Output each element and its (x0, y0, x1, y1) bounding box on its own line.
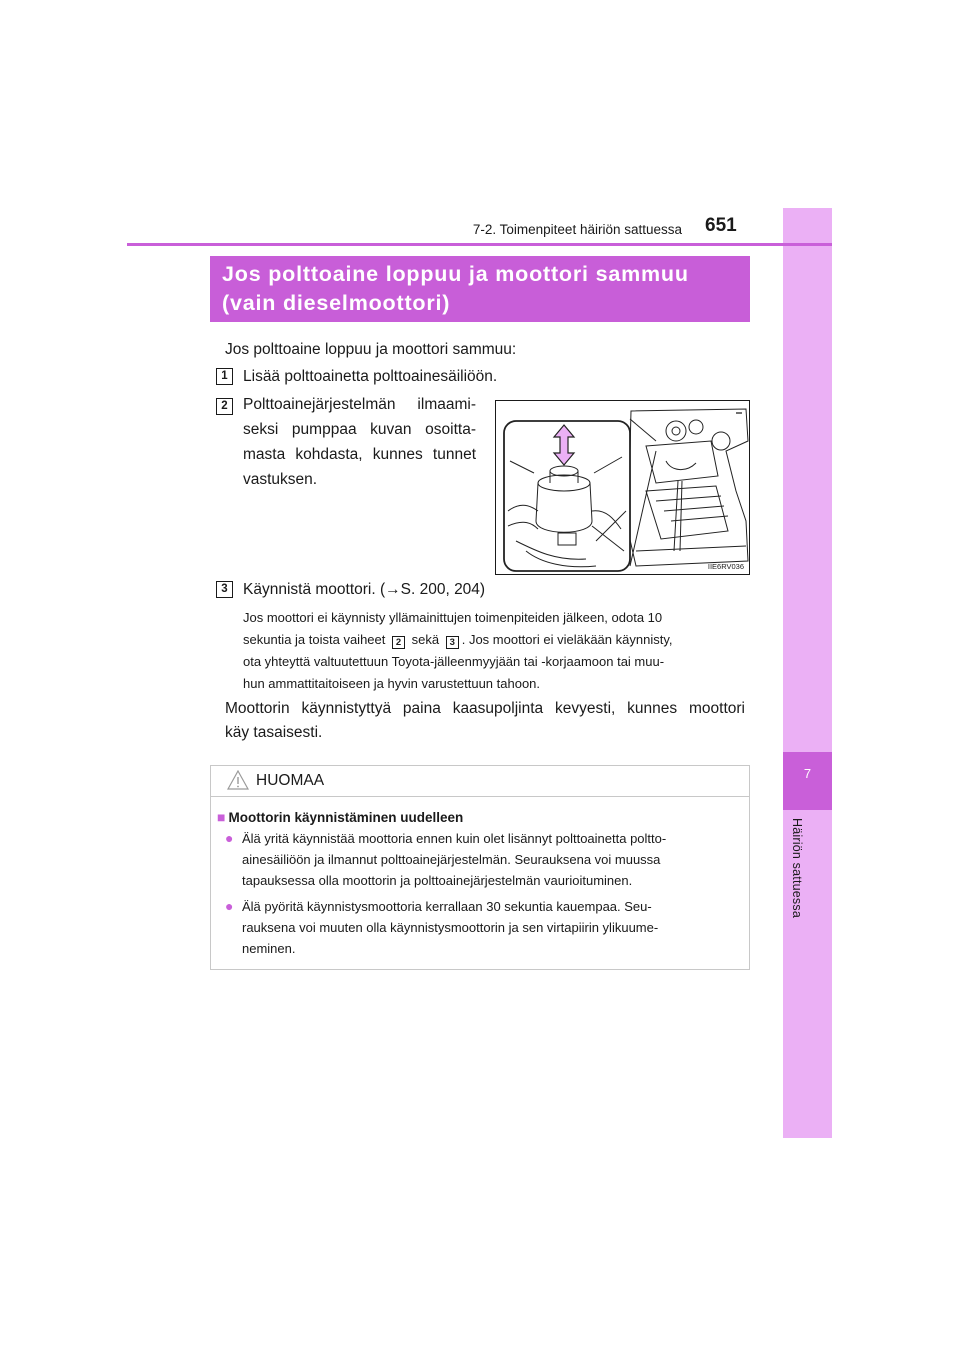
chapter-label: Häiriön sattuessa (790, 818, 804, 918)
caution-subtitle (217, 809, 463, 825)
caution-bullet-line: Älä yritä käynnistää moottoria ennen kuin olet lisännyt polttoainetta poltto- (242, 831, 667, 846)
note-line-1: Jos moottori ei käynnisty yllämainittujen toimenpiteiden jälkeen, odota 10 (243, 610, 663, 625)
caution-title: HUOMAA (256, 772, 325, 789)
note-line-3: ota yhteyttä valtuutettuun Toyota-jälleenmyyjään tai -korjaamoon tai muu- (243, 654, 665, 669)
caution-bullet-line: neminen. (242, 941, 296, 956)
caution-bullet-line: Älä pyöritä käynnistysmoottoria kerrallaan 30 sekuntia kauempaa. Seu- (242, 899, 652, 914)
step-2-line: seksi pumppaa kuvan osoitta- (243, 421, 476, 438)
chapter-number-box (783, 752, 832, 810)
step-2-text (243, 392, 476, 492)
caution-subtitle-text: Moottorin käynnistäminen uudelleen (228, 810, 464, 825)
intro-text: Jos polttoaine loppuu ja moottori sammuu: (225, 341, 517, 358)
figure-code: IIE6RV036 (707, 562, 744, 571)
caution-bullet-text (242, 828, 756, 891)
engine-illustration-svg (496, 401, 750, 575)
section-title-line-1: Jos polttoaine loppuu ja moottori sammuu (222, 262, 689, 286)
step-2-line: vastuksen. (243, 471, 318, 488)
note-line-2-a: sekuntia ja toista vaiheet (243, 632, 386, 647)
troubleshooting-note (243, 607, 745, 695)
step-2-line: masta kohdasta, kunnes tunnet (243, 446, 476, 463)
after-start-paragraph (225, 697, 745, 745)
chapter-number: 7 (803, 766, 812, 781)
caution-bullet-line: rauksena voi muuten olla käynnistysmoottorin ja sen virtapiirin ylikuume- (242, 920, 659, 935)
step-1-text: Lisää polttoainetta polttoainesäiliöön. (243, 368, 498, 385)
section-title (222, 260, 744, 318)
caution-bullet-text (242, 896, 756, 959)
note-line-2-b: sekä (411, 632, 440, 647)
caution-bullet-line: tapauksessa olla moottorin ja polttoainejärjestelmän vaurioituminen. (242, 873, 633, 888)
header-rule (127, 243, 832, 246)
warning-triangle-icon (227, 770, 249, 790)
caution-bullet-line: ainesäiliöön ja ilmannut polttoainejärjestelmän. Seurauksena voi muussa (242, 852, 661, 867)
bullet-dot-icon: ● (225, 830, 234, 846)
step-ref-2: 2 (392, 636, 405, 649)
step-1-badge: 1 (216, 368, 233, 385)
running-header: 7-2. Toimenpiteet häiriön sattuessa (472, 222, 682, 237)
page-number: 651 (705, 215, 737, 236)
step-2-line: Polttoainejärjestelmän ilmaami- (243, 396, 476, 413)
caution-header (211, 766, 749, 797)
bullet-dot-icon: ● (225, 898, 234, 914)
note-line-4: hun ammattitaitoiseen ja hyvin varustettuun tahoon. (243, 676, 541, 691)
note-line-2 (243, 629, 745, 651)
step-2-badge: 2 (216, 398, 233, 415)
engine-bay-illustration (495, 400, 750, 575)
note-line-2-c: . Jos moottori ei vieläkään käynnisty, (461, 632, 673, 647)
chapter-side-tab (783, 208, 832, 1138)
after-start-line-2: käy tasaisesti. (225, 724, 323, 741)
square-bullet-icon: ■ (217, 809, 226, 825)
caution-box (210, 765, 750, 970)
section-title-line-2: (vain dieselmoottori) (222, 291, 451, 315)
step-3-badge: 3 (216, 581, 233, 598)
step-3-text: Käynnistä moottori. (→S. 200, 204) (243, 581, 486, 598)
after-start-line-1: Moottorin käynnistyttyä paina kaasupoljinta kevyesti, kunnes moottori (225, 700, 745, 717)
step-ref-3: 3 (446, 636, 459, 649)
